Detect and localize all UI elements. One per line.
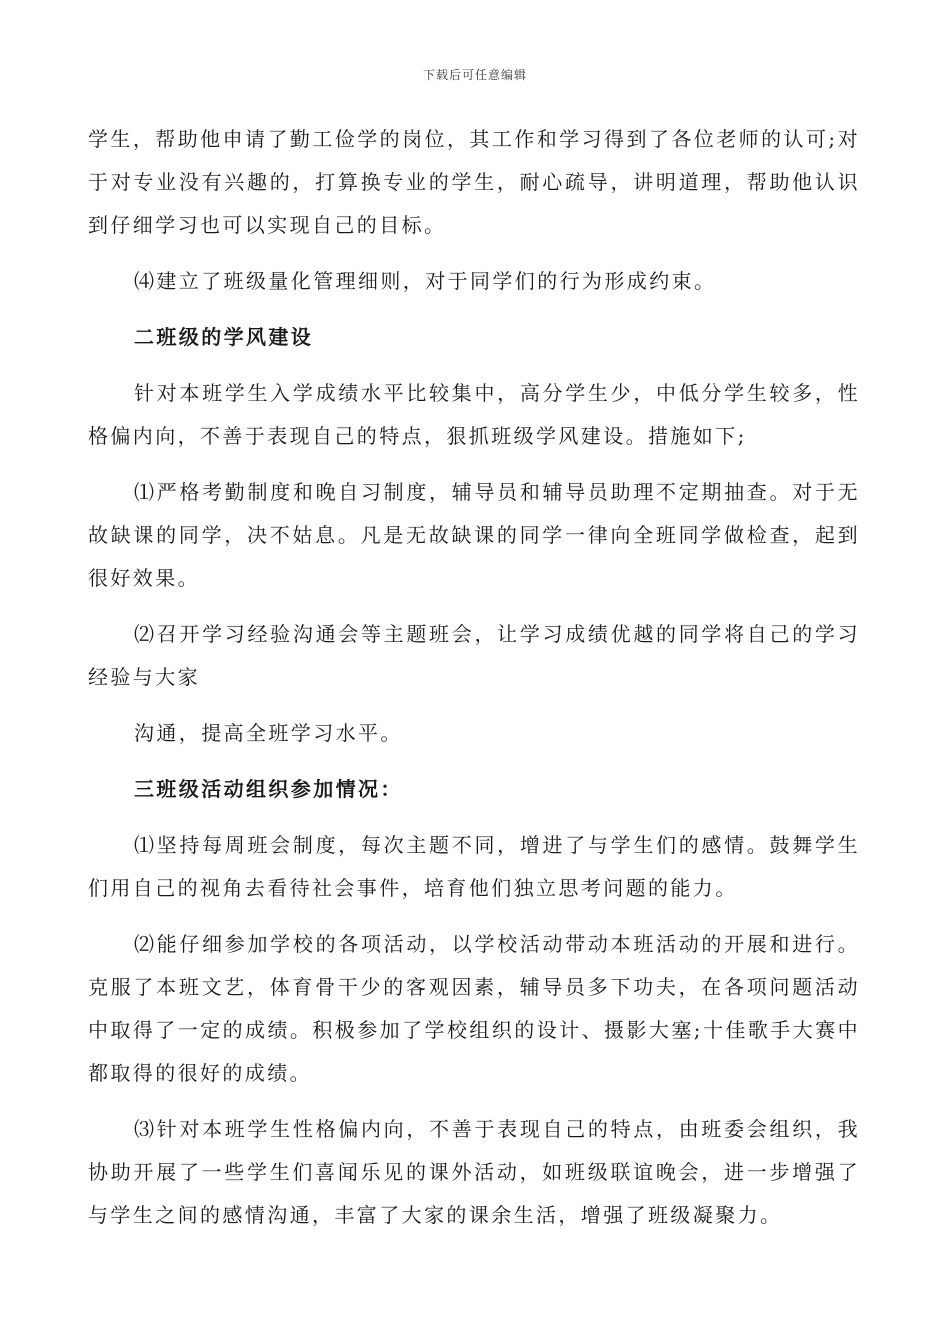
page-header: 下载后可任意编辑 (422, 68, 527, 82)
paragraph-study-item-2-cont: 沟通，提高全班学习水平。 (134, 721, 403, 745)
paragraph-activity-item-1: ⑴坚持每周班会制度，每次主题不同，增进了与学生们的感情。鼓舞学生们用自己的视角去看待社会事件，培育他们独立思考问题的能力。 (88, 833, 860, 900)
paragraph-item-4: ⑷建立了班级量化管理细则，对于同学们的行为形成约束。 (134, 269, 717, 293)
paragraph-study-intro: 针对本班学生入学成绩水平比较集中，高分学生少，中低分学生较多，性格偏内向，不善于表现自己的特点，狠抓班级学风建设。措施如下; (88, 381, 860, 448)
document-body (88, 118, 860, 1250)
paragraph-study-item-2: ⑵召开学习经验沟通会等主题班会，让学习成绩优越的同学将自己的学习经验与大家 (88, 622, 860, 689)
paragraph-activity-item-3: ⑶针对本班学生性格偏内向，不善于表现自己的特点，由班委会组织，我协助开展了一些学生们喜闻乐见的课外活动，如班级联谊晚会，进一步增强了与学生之间的感情沟通，丰富了大家的课余生活，增强了班级凝聚力。 (88, 1117, 860, 1227)
section-heading-activities: 三班级活动组织参加情况： (134, 777, 403, 801)
section-heading-study-style: 二班级的学风建设 (134, 325, 314, 349)
paragraph-continuation: 学生，帮助他申请了勤工俭学的岗位，其工作和学习得到了各位老师的认可;对于对专业没有兴趣的，打算换专业的学生，耐心疏导，讲明道理，帮助他认识到仔细学习也可以实现自己的目标。 (88, 127, 860, 237)
paragraph-activity-item-2: ⑵能仔细参加学校的各项活动，以学校活动带动本班活动的开展和进行。克服了本班文艺，体育骨干少的客观因素，辅导员多下功夫，在各项问题活动中取得了一定的成绩。积极参加了学校组织的设计、摄影大塞;十佳歌手大赛中都取得的很好的成绩。 (88, 932, 860, 1085)
paragraph-study-item-1: ⑴严格考勤制度和晚自习制度，辅导员和辅导员助理不定期抽查。对于无故缺课的同学，决不姑息。凡是无故缺课的同学一律向全班同学做检查，起到很好效果。 (88, 480, 860, 590)
